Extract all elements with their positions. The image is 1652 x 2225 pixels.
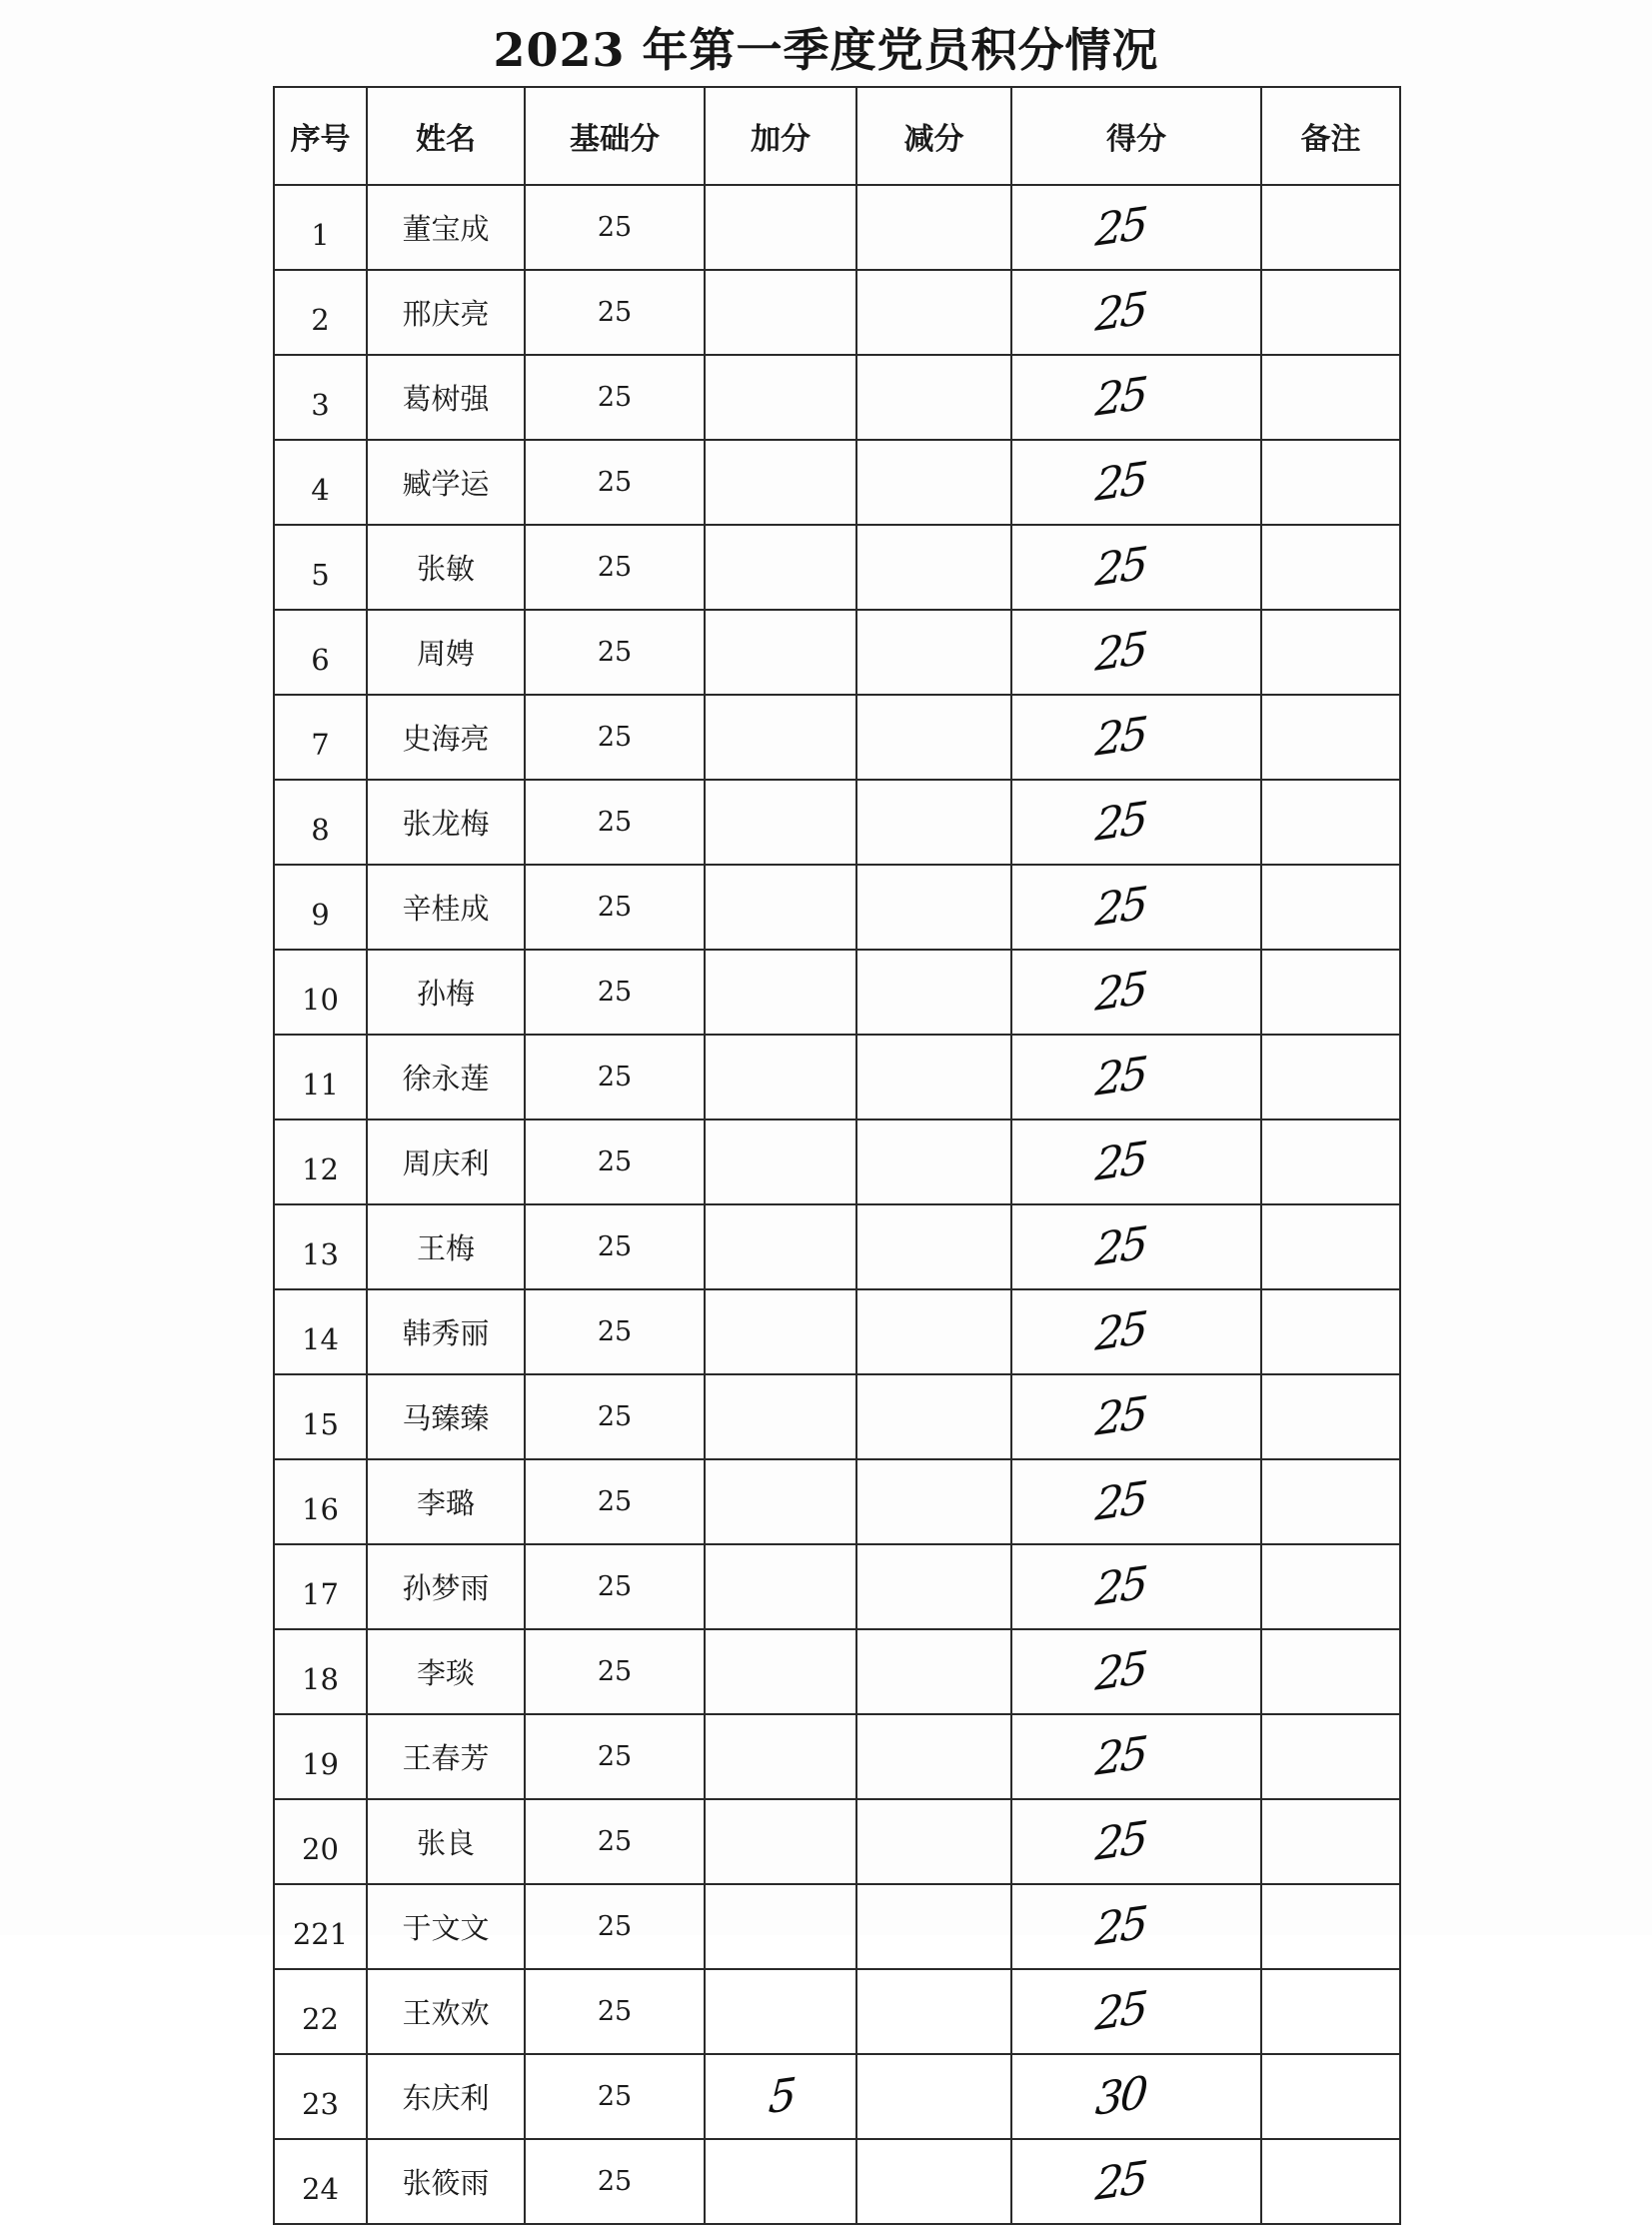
row-add-score	[705, 525, 856, 610]
row-deduct-score	[856, 780, 1011, 865]
row-add-score-handwritten: 5	[766, 2068, 796, 2125]
row-total-score-handwritten: 25	[1093, 1387, 1147, 1446]
row-index: 6	[274, 610, 367, 695]
header-name: 姓名	[367, 87, 525, 185]
table-row	[274, 865, 1400, 950]
row-remark	[1261, 865, 1400, 950]
row-add-score	[705, 780, 856, 865]
row-total-score-handwritten: 25	[1093, 623, 1147, 682]
table-row	[274, 440, 1400, 525]
row-total-score	[1011, 695, 1261, 780]
row-deduct-score	[856, 1459, 1011, 1544]
row-index: 20	[274, 1799, 367, 1884]
row-index: 24	[274, 2139, 367, 2224]
row-deduct-score	[856, 440, 1011, 525]
row-total-score-handwritten: 25	[1093, 283, 1147, 342]
row-deduct-score	[856, 1714, 1011, 1799]
row-total-score	[1011, 2139, 1261, 2224]
row-name: 孙梦雨	[367, 1544, 525, 1629]
row-name: 周娉	[367, 610, 525, 695]
table-row	[274, 695, 1400, 780]
row-add-score	[705, 185, 856, 270]
row-deduct-score	[856, 1884, 1011, 1969]
row-deduct-score	[856, 610, 1011, 695]
row-total-score-handwritten: 25	[1093, 1897, 1147, 1956]
row-remark	[1261, 610, 1400, 695]
row-deduct-score	[856, 525, 1011, 610]
table-row	[274, 950, 1400, 1035]
row-base-score: 25	[525, 1969, 705, 2054]
row-name: 徐永莲	[367, 1035, 525, 1119]
row-add-score	[705, 355, 856, 440]
row-total-score	[1011, 1714, 1261, 1799]
row-total-score-handwritten: 25	[1093, 1472, 1147, 1531]
row-remark	[1261, 1629, 1400, 1714]
header-row	[274, 87, 1400, 185]
table-row	[274, 525, 1400, 610]
row-name: 王梅	[367, 1204, 525, 1289]
row-name: 于文文	[367, 1884, 525, 1969]
row-total-score-handwritten: 25	[1093, 708, 1147, 767]
row-total-score-handwritten: 30	[1093, 2067, 1147, 2126]
row-total-score-handwritten: 25	[1093, 368, 1147, 427]
row-add-score	[705, 1289, 856, 1374]
row-base-score: 25	[525, 1714, 705, 1799]
row-name: 马臻臻	[367, 1374, 525, 1459]
row-remark	[1261, 1289, 1400, 1374]
row-total-score	[1011, 1799, 1261, 1884]
row-name: 葛树强	[367, 355, 525, 440]
row-index: 15	[274, 1374, 367, 1459]
row-name: 张敏	[367, 525, 525, 610]
row-remark	[1261, 950, 1400, 1035]
row-index: 3	[274, 355, 367, 440]
row-total-score-handwritten: 25	[1093, 453, 1147, 512]
table-row	[274, 1799, 1400, 1884]
row-name: 东庆利	[367, 2054, 525, 2139]
row-total-score	[1011, 1204, 1261, 1289]
row-index: 12	[274, 1119, 367, 1204]
row-remark	[1261, 1714, 1400, 1799]
header-remark: 备注	[1261, 87, 1400, 185]
row-name: 史海亮	[367, 695, 525, 780]
table-row	[274, 270, 1400, 355]
row-base-score: 25	[525, 865, 705, 950]
row-add-score	[705, 270, 856, 355]
table-row	[274, 1035, 1400, 1119]
row-total-score	[1011, 2054, 1261, 2139]
row-base-score: 25	[525, 695, 705, 780]
row-name: 张筱雨	[367, 2139, 525, 2224]
row-deduct-score	[856, 1544, 1011, 1629]
row-deduct-score	[856, 1629, 1011, 1714]
row-name: 韩秀丽	[367, 1289, 525, 1374]
row-deduct-score	[856, 2054, 1011, 2139]
row-remark	[1261, 2054, 1400, 2139]
row-index: 2	[274, 270, 367, 355]
row-base-score: 25	[525, 1629, 705, 1714]
row-base-score: 25	[525, 1374, 705, 1459]
row-name: 王欢欢	[367, 1969, 525, 2054]
row-index: 11	[274, 1035, 367, 1119]
header-base: 基础分	[525, 87, 705, 185]
row-add-score	[705, 950, 856, 1035]
row-remark	[1261, 1799, 1400, 1884]
row-add-score	[705, 1799, 856, 1884]
row-remark	[1261, 355, 1400, 440]
table-body	[274, 185, 1400, 2224]
row-deduct-score	[856, 950, 1011, 1035]
row-add-score	[705, 1374, 856, 1459]
row-total-score	[1011, 270, 1261, 355]
row-total-score-handwritten: 25	[1093, 198, 1147, 257]
row-add-score	[705, 695, 856, 780]
row-base-score: 25	[525, 525, 705, 610]
row-base-score: 25	[525, 610, 705, 695]
row-name: 董宝成	[367, 185, 525, 270]
row-add-score	[705, 440, 856, 525]
row-base-score: 25	[525, 2054, 705, 2139]
row-total-score	[1011, 1374, 1261, 1459]
row-name: 周庆利	[367, 1119, 525, 1204]
row-total-score	[1011, 610, 1261, 695]
row-add-score	[705, 1035, 856, 1119]
row-index: 17	[274, 1544, 367, 1629]
row-remark	[1261, 780, 1400, 865]
row-name: 臧学运	[367, 440, 525, 525]
row-total-score	[1011, 780, 1261, 865]
row-deduct-score	[856, 1969, 1011, 2054]
row-total-score	[1011, 1629, 1261, 1714]
row-add-score	[705, 2054, 856, 2139]
table-row	[274, 1289, 1400, 1374]
row-total-score-handwritten: 25	[1093, 1132, 1147, 1191]
row-total-score-handwritten: 25	[1093, 1812, 1147, 1871]
row-total-score	[1011, 1969, 1261, 2054]
row-total-score-handwritten: 25	[1093, 1982, 1147, 2041]
row-index: 18	[274, 1629, 367, 1714]
row-total-score	[1011, 440, 1261, 525]
row-index: 9	[274, 865, 367, 950]
row-add-score	[705, 1459, 856, 1544]
row-add-score	[705, 2139, 856, 2224]
row-index: 221	[274, 1884, 367, 1969]
row-add-score	[705, 865, 856, 950]
row-total-score-handwritten: 25	[1093, 878, 1147, 937]
row-remark	[1261, 1374, 1400, 1459]
row-add-score	[705, 1544, 856, 1629]
row-total-score-handwritten: 25	[1093, 538, 1147, 597]
row-remark	[1261, 525, 1400, 610]
row-total-score-handwritten: 25	[1093, 1642, 1147, 1701]
row-deduct-score	[856, 355, 1011, 440]
table-row	[274, 1204, 1400, 1289]
row-total-score	[1011, 1544, 1261, 1629]
table-row	[274, 2139, 1400, 2224]
row-total-score	[1011, 1035, 1261, 1119]
row-index: 10	[274, 950, 367, 1035]
row-add-score	[705, 1629, 856, 1714]
row-base-score: 25	[525, 185, 705, 270]
row-deduct-score	[856, 865, 1011, 950]
table-row	[274, 1714, 1400, 1799]
row-index: 13	[274, 1204, 367, 1289]
row-index: 7	[274, 695, 367, 780]
row-name: 张龙梅	[367, 780, 525, 865]
table-row	[274, 2054, 1400, 2139]
row-index: 14	[274, 1289, 367, 1374]
row-remark	[1261, 695, 1400, 780]
table-row	[274, 1884, 1400, 1969]
row-total-score-handwritten: 25	[1093, 1302, 1147, 1361]
row-remark	[1261, 1969, 1400, 2054]
row-name: 王春芳	[367, 1714, 525, 1799]
row-total-score-handwritten: 25	[1093, 1727, 1147, 1786]
header-total: 得分	[1011, 87, 1261, 185]
row-deduct-score	[856, 1374, 1011, 1459]
row-remark	[1261, 1119, 1400, 1204]
row-base-score: 25	[525, 780, 705, 865]
score-table	[273, 86, 1401, 2225]
row-name: 李琰	[367, 1629, 525, 1714]
row-deduct-score	[856, 1289, 1011, 1374]
row-base-score: 25	[525, 2139, 705, 2224]
header-deduct: 减分	[856, 87, 1011, 185]
row-base-score: 25	[525, 1289, 705, 1374]
row-index: 19	[274, 1714, 367, 1799]
row-base-score: 25	[525, 1204, 705, 1289]
row-index: 16	[274, 1459, 367, 1544]
row-index: 1	[274, 185, 367, 270]
row-remark	[1261, 1459, 1400, 1544]
row-total-score	[1011, 1119, 1261, 1204]
row-add-score	[705, 1969, 856, 2054]
table-row	[274, 610, 1400, 695]
row-remark	[1261, 1884, 1400, 1969]
row-index: 8	[274, 780, 367, 865]
table-row	[274, 1969, 1400, 2054]
row-base-score: 25	[525, 1799, 705, 1884]
table-row	[274, 1544, 1400, 1629]
row-deduct-score	[856, 1035, 1011, 1119]
row-index: 4	[274, 440, 367, 525]
table-row	[274, 1629, 1400, 1714]
row-base-score: 25	[525, 355, 705, 440]
row-remark	[1261, 185, 1400, 270]
row-total-score	[1011, 1884, 1261, 1969]
row-add-score	[705, 1204, 856, 1289]
table-row	[274, 1459, 1400, 1544]
row-remark	[1261, 2139, 1400, 2224]
row-total-score	[1011, 1289, 1261, 1374]
row-index: 5	[274, 525, 367, 610]
row-total-score-handwritten: 25	[1093, 963, 1147, 1022]
row-total-score-handwritten: 25	[1093, 1217, 1147, 1276]
row-deduct-score	[856, 270, 1011, 355]
row-remark	[1261, 1544, 1400, 1629]
row-add-score	[705, 1714, 856, 1799]
table-row	[274, 185, 1400, 270]
row-total-score	[1011, 185, 1261, 270]
row-base-score: 25	[525, 1459, 705, 1544]
row-total-score-handwritten: 25	[1093, 793, 1147, 852]
row-base-score: 25	[525, 950, 705, 1035]
table-row	[274, 1374, 1400, 1459]
row-deduct-score	[856, 1119, 1011, 1204]
document-title: 2023 年第一季度党员积分情况	[493, 23, 1159, 77]
row-remark	[1261, 270, 1400, 355]
row-base-score: 25	[525, 1884, 705, 1969]
header-add: 加分	[705, 87, 856, 185]
table-row	[274, 355, 1400, 440]
row-add-score	[705, 1119, 856, 1204]
row-total-score-handwritten: 25	[1093, 1048, 1147, 1107]
row-base-score: 25	[525, 270, 705, 355]
header-index: 序号	[274, 87, 367, 185]
row-deduct-score	[856, 185, 1011, 270]
row-index: 22	[274, 1969, 367, 2054]
row-total-score	[1011, 525, 1261, 610]
row-name: 孙梅	[367, 950, 525, 1035]
row-index: 23	[274, 2054, 367, 2139]
row-deduct-score	[856, 2139, 1011, 2224]
row-total-score	[1011, 950, 1261, 1035]
row-name: 李璐	[367, 1459, 525, 1544]
row-name: 邢庆亮	[367, 270, 525, 355]
row-total-score	[1011, 355, 1261, 440]
row-base-score: 25	[525, 1544, 705, 1629]
table-row	[274, 780, 1400, 865]
row-add-score	[705, 1884, 856, 1969]
row-remark	[1261, 1204, 1400, 1289]
row-base-score: 25	[525, 440, 705, 525]
row-total-score-handwritten: 25	[1093, 2152, 1147, 2211]
row-deduct-score	[856, 695, 1011, 780]
row-name: 辛桂成	[367, 865, 525, 950]
row-base-score: 25	[525, 1035, 705, 1119]
row-name: 张良	[367, 1799, 525, 1884]
row-base-score: 25	[525, 1119, 705, 1204]
table-row	[274, 1119, 1400, 1204]
row-remark	[1261, 1035, 1400, 1119]
row-total-score	[1011, 1459, 1261, 1544]
row-remark	[1261, 440, 1400, 525]
row-total-score	[1011, 865, 1261, 950]
row-deduct-score	[856, 1799, 1011, 1884]
row-deduct-score	[856, 1204, 1011, 1289]
row-add-score	[705, 610, 856, 695]
row-total-score-handwritten: 25	[1093, 1557, 1147, 1616]
